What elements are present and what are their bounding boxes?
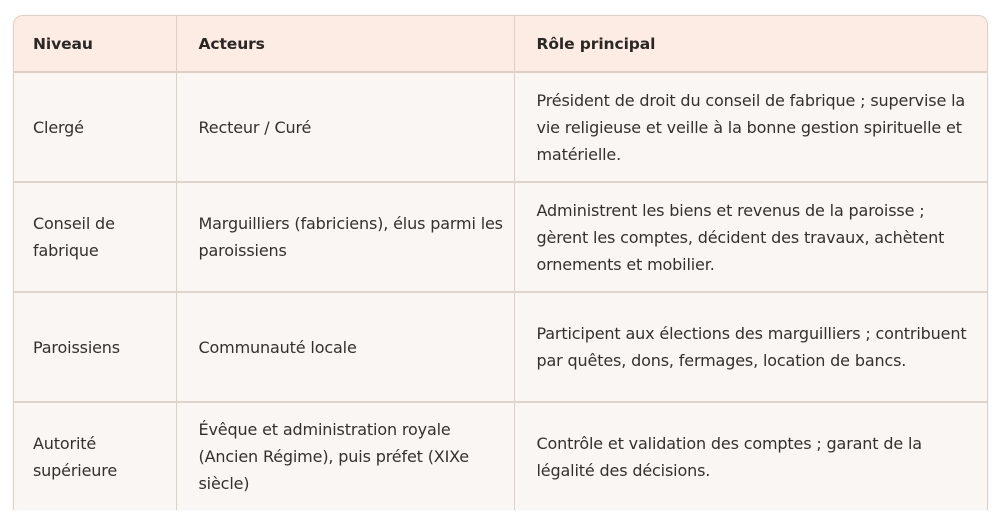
cell-acteurs: Évêque et administration royale (Ancien Régime), puis préfet (XIXe siècle) — [176, 402, 514, 510]
cell-acteurs: Communauté locale — [176, 292, 514, 402]
roles-table — [14, 16, 987, 510]
table-row — [14, 292, 987, 402]
cell-role: Président de droit du conseil de fabrique ; supervise la vie religieuse et veille à la bonne gestion spirituelle et matérielle. — [514, 72, 987, 182]
column-header-role: Rôle principal — [514, 16, 987, 72]
table-header-row — [14, 16, 987, 72]
cell-acteurs: Recteur / Curé — [176, 72, 514, 182]
cell-niveau: Clergé — [14, 72, 176, 182]
cell-niveau: Paroissiens — [14, 292, 176, 402]
roles-table-container — [13, 15, 988, 510]
cell-role: Administrent les biens et revenus de la paroisse ; gèrent les comptes, décident des travaux, achètent ornements et mobilier. — [514, 182, 987, 292]
cell-niveau: Conseil de fabrique — [14, 182, 176, 292]
table-row — [14, 182, 987, 292]
table-row — [14, 402, 987, 510]
cell-niveau: Autorité supérieure — [14, 402, 176, 510]
table-row — [14, 72, 987, 182]
cell-acteurs: Marguilliers (fabriciens), élus parmi les paroissiens — [176, 182, 514, 292]
cell-role: Contrôle et validation des comptes ; garant de la légalité des décisions. — [536, 433, 922, 480]
column-header-acteurs: Acteurs — [176, 16, 514, 72]
cell-role: Participent aux élections des marguilliers ; contribuent par quêtes, dons, fermages, location de bancs. — [514, 292, 987, 402]
column-header-niveau: Niveau — [14, 16, 176, 72]
